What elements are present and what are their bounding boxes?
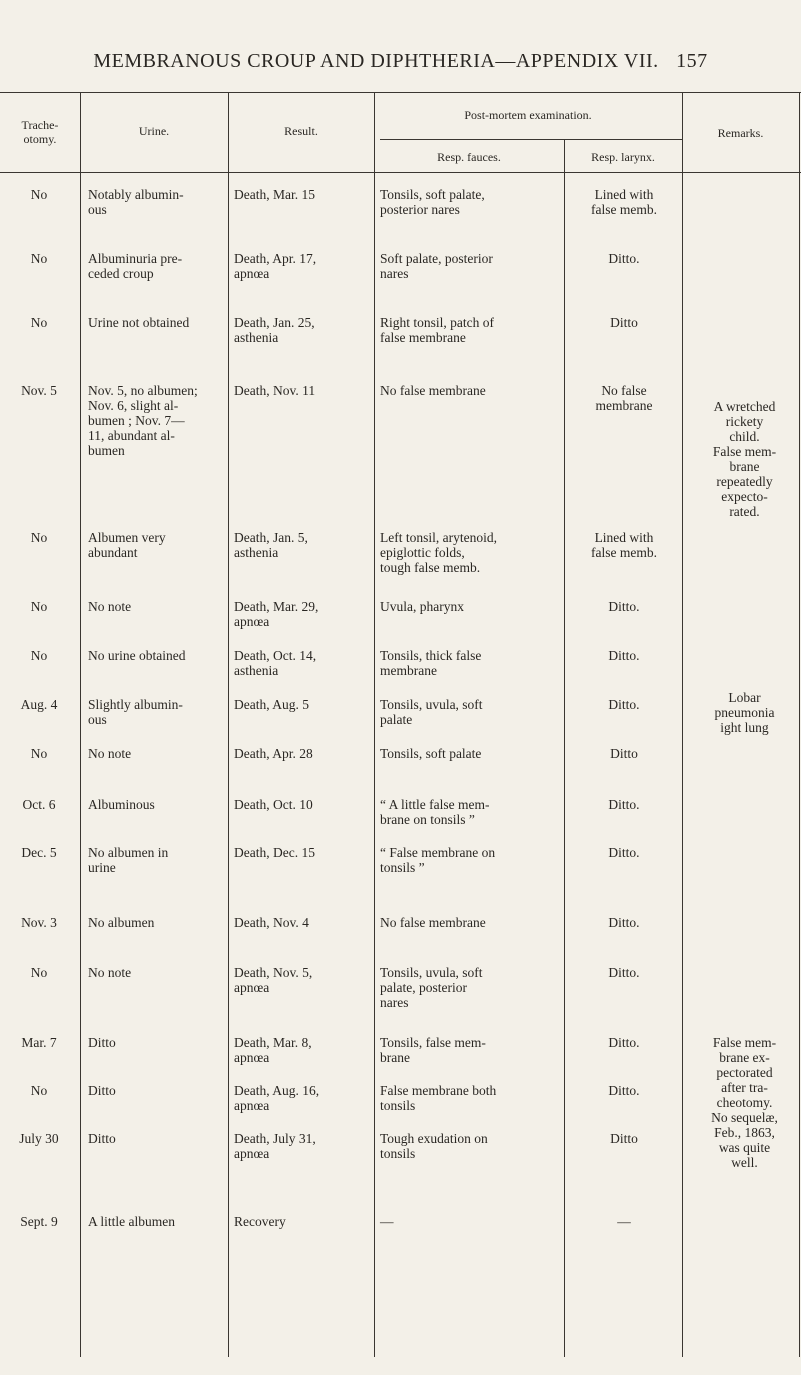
resp-larynx-cell: Ditto. <box>608 599 640 614</box>
resp-fauces-cell: Left tonsil, arytenoid, epiglottic folds, tough false memb. <box>380 530 497 575</box>
resp-fauces-cell: Tonsils, soft palate, posterior nares <box>380 187 485 217</box>
urine-cell: Nov. 5, no albumen; Nov. 6, slight al- bumen ; Nov. 7— 11, abundant al- bumen <box>88 383 198 458</box>
column-rule <box>682 92 683 1357</box>
tracheotomy-cell: No <box>30 187 48 202</box>
result-cell: Death, Apr. 17, apnœa <box>234 251 317 281</box>
urine-cell: Urine not obtained <box>88 315 190 330</box>
resp-larynx-cell: Ditto. <box>608 1083 640 1098</box>
result-cell: Death, Nov. 11 <box>234 383 316 398</box>
urine-cell: No albumen <box>88 915 155 930</box>
tracheotomy-cell: No <box>30 251 48 266</box>
resp-larynx-cell: Ditto <box>610 315 638 330</box>
result-cell: Death, Dec. 15 <box>234 845 315 860</box>
resp-larynx-cell: Ditto. <box>608 845 640 860</box>
resp-larynx-cell: Ditto. <box>608 697 640 712</box>
urine-cell: No note <box>88 746 132 761</box>
result-cell: Death, Mar. 15 <box>234 187 315 202</box>
resp-larynx-cell: No false membrane <box>595 383 653 413</box>
result-cell: Death, Oct. 14, asthenia <box>234 648 317 678</box>
resp-fauces-cell: No false membrane <box>380 383 486 398</box>
resp-fauces-cell: Tonsils, false mem- brane <box>380 1035 486 1065</box>
result-cell: Death, Nov. 5, apnœa <box>234 965 313 995</box>
urine-cell: Slightly albumin- ous <box>88 697 183 727</box>
urine-cell: Albuminuria pre- ceded croup <box>88 251 183 281</box>
result-cell: Death, Mar. 29, apnœa <box>234 599 319 629</box>
tracheotomy-cell: Aug. 4 <box>20 697 58 712</box>
resp-fauces-cell: “ False membrane on tonsils ” <box>380 845 496 875</box>
tracheotomy-cell: Sept. 9 <box>20 1214 58 1229</box>
column-rule <box>374 92 375 1357</box>
resp-fauces-cell: — <box>380 1214 394 1229</box>
resp-fauces-cell: False membrane both tonsils <box>380 1083 497 1113</box>
running-header-title: MEMBRANOUS CROUP AND DIPHTHERIA—APPENDIX VII. <box>93 50 659 72</box>
table-top-rule <box>0 92 801 93</box>
page-number: 157 <box>676 50 708 72</box>
resp-fauces-cell: Soft palate, posterior nares <box>380 251 493 281</box>
resp-larynx-cell: Ditto. <box>608 648 640 663</box>
resp-fauces-cell: Tonsils, thick false membrane <box>380 648 482 678</box>
header-bottom-rule <box>0 172 801 173</box>
urine-cell: A little albumen <box>88 1214 175 1229</box>
tracheotomy-cell: No <box>30 965 48 980</box>
tracheotomy-cell: Nov. 5 <box>21 383 57 398</box>
tracheotomy-cell: Oct. 6 <box>22 797 56 812</box>
resp-larynx-cell: Ditto. <box>608 251 640 266</box>
tracheotomy-cell: No <box>30 599 48 614</box>
urine-cell: No albumen in urine <box>88 845 169 875</box>
remark-wretched-child: A wretched rickety child. False mem- brane repeatedly expecto- rated. <box>712 399 777 519</box>
column-header-resp-larynx: Resp. larynx. <box>591 150 655 164</box>
tracheotomy-cell: No <box>30 648 48 663</box>
tracheotomy-cell: July 30 <box>19 1131 59 1146</box>
resp-fauces-cell: Tough exudation on tonsils <box>380 1131 488 1161</box>
resp-larynx-cell: Ditto. <box>608 1035 640 1050</box>
urine-cell: No note <box>88 599 132 614</box>
urine-cell: No urine obtained <box>88 648 186 663</box>
resp-larynx-cell: Ditto <box>610 746 638 761</box>
urine-cell: Ditto <box>88 1131 116 1146</box>
remark-false-membrane-expectorated: False mem- brane ex- pectorated after tra- cheotomy. No sequelæ, Feb., 1863, was quite well. <box>711 1035 778 1170</box>
urine-cell: Albuminous <box>88 797 155 812</box>
resp-fauces-cell: Right tonsil, patch of false membrane <box>380 315 494 345</box>
tracheotomy-cell: No <box>30 1083 48 1098</box>
resp-fauces-cell: Tonsils, soft palate <box>380 746 482 761</box>
column-header-post-mortem: Post-mortem examination. <box>464 108 592 122</box>
column-rule <box>80 92 81 1357</box>
urine-cell: Albumen very abundant <box>88 530 166 560</box>
resp-fauces-cell: No false membrane <box>380 915 486 930</box>
result-cell: Death, Aug. 16, apnœa <box>234 1083 320 1113</box>
column-header-resp-fauces: Resp. fauces. <box>437 150 501 164</box>
column-header-remarks: Remarks. <box>717 126 764 140</box>
running-header <box>0 50 801 73</box>
resp-larynx-cell: Ditto. <box>608 915 640 930</box>
tracheotomy-cell: No <box>30 315 48 330</box>
tracheotomy-cell: Dec. 5 <box>21 845 57 860</box>
result-cell: Death, July 31, apnœa <box>234 1131 316 1161</box>
result-cell: Death, Apr. 28 <box>234 746 313 761</box>
tracheotomy-cell: Nov. 3 <box>21 915 57 930</box>
column-header-urine: Urine. <box>138 124 170 138</box>
resp-fauces-cell: “ A little false mem- brane on tonsils ” <box>380 797 490 827</box>
remark-lobar-pneumonia: Lobar pneumonia ight lung <box>714 690 775 735</box>
column-header-result: Result. <box>284 124 318 138</box>
resp-larynx-cell: Ditto. <box>608 965 640 980</box>
urine-cell: Ditto <box>88 1083 116 1098</box>
tracheotomy-cell: No <box>30 746 48 761</box>
urine-cell: No note <box>88 965 132 980</box>
resp-larynx-cell: — <box>617 1214 631 1229</box>
resp-larynx-cell: Lined with false memb. <box>591 187 657 217</box>
result-cell: Death, Jan. 25, asthenia <box>234 315 315 345</box>
resp-larynx-cell: Ditto <box>610 1131 638 1146</box>
result-cell: Death, Nov. 4 <box>234 915 309 930</box>
column-rule <box>228 92 229 1357</box>
result-cell: Death, Mar. 8, apnœa <box>234 1035 312 1065</box>
result-cell: Recovery <box>234 1214 286 1229</box>
post-mortem-subheader-rule <box>380 139 682 140</box>
resp-larynx-cell: Lined with false memb. <box>591 530 657 560</box>
column-header-tracheotomy: Trache- otomy. <box>21 118 59 146</box>
result-cell: Death, Oct. 10 <box>234 797 313 812</box>
resp-fauces-cell: Uvula, pharynx <box>380 599 464 614</box>
resp-fauces-cell: Tonsils, uvula, soft palate, posterior nares <box>380 965 483 1010</box>
tracheotomy-cell: No <box>30 530 48 545</box>
result-cell: Death, Jan. 5, asthenia <box>234 530 308 560</box>
tracheotomy-cell: Mar. 7 <box>21 1035 57 1050</box>
resp-larynx-cell: Ditto. <box>608 797 640 812</box>
urine-cell: Ditto <box>88 1035 116 1050</box>
result-cell: Death, Aug. 5 <box>234 697 309 712</box>
resp-fauces-cell: Tonsils, uvula, soft palate <box>380 697 483 727</box>
urine-cell: Notably albumin- ous <box>88 187 184 217</box>
